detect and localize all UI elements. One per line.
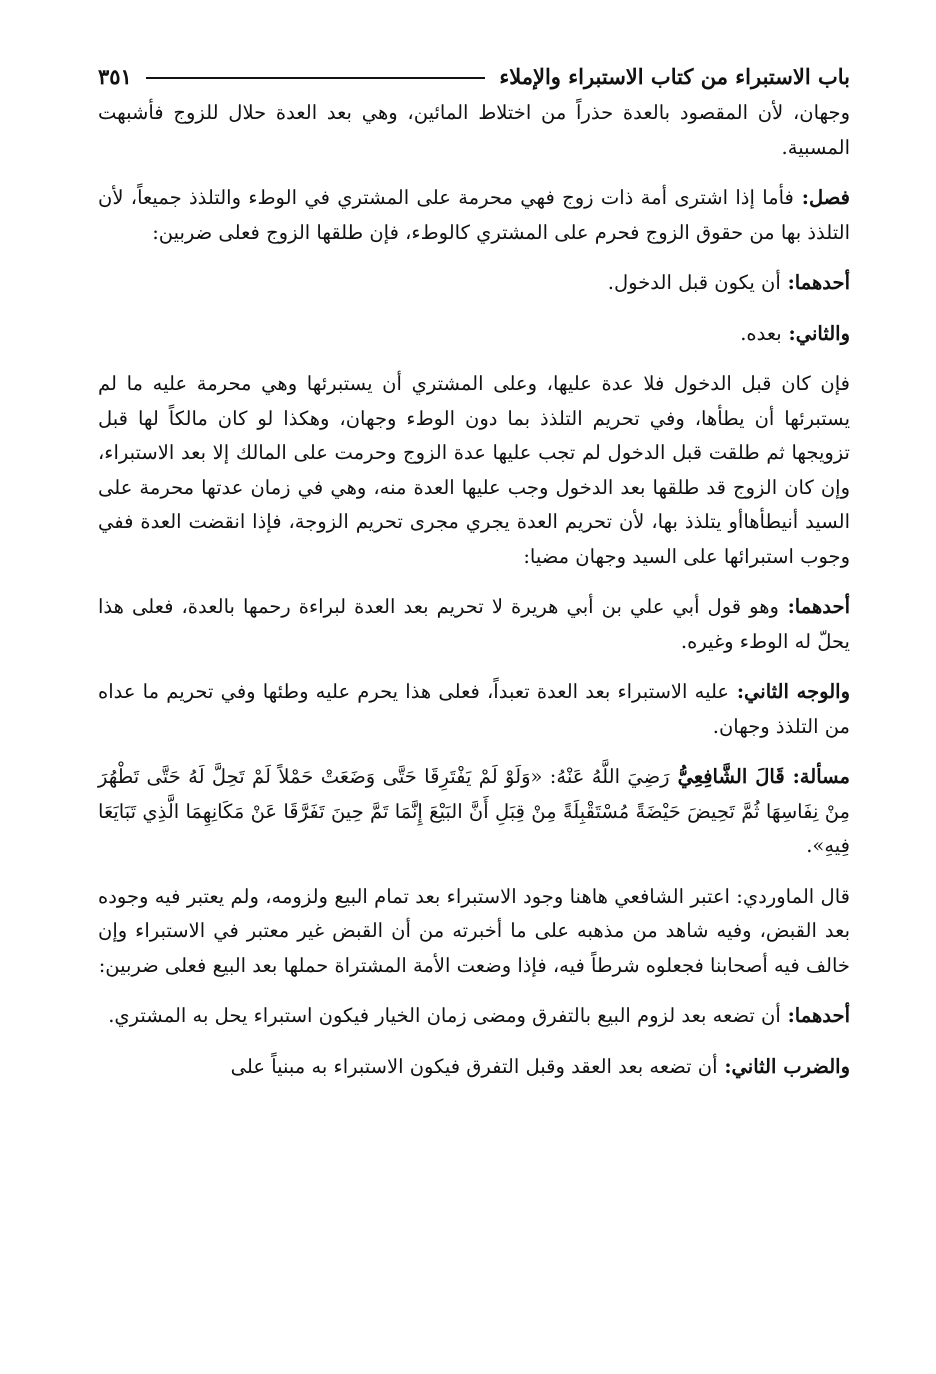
paragraph <box>98 367 850 574</box>
paragraph <box>98 880 850 984</box>
paragraph <box>98 1050 850 1085</box>
paragraph <box>98 96 850 165</box>
page-number: ٣٥١ <box>98 63 132 89</box>
paragraph <box>98 266 850 301</box>
paragraph-text: فإن كان قبل الدخول فلا عدة عليها، وعلى المشتري أن يستبرئها وهي محرمة عليه ما لم يستبرئها أن يطأها، وفي تحريم التلذذ بما دون الوطء وجهان، وهكذا لو كان مالكاً لها قبل تزويجها ثم طلقت قبل الدخول لم تجب عليها عدة الزوج وحرمت على المالك إلا بعد الاستبراء، وإن كان الزوج قد طلقها بعد الدخول وجب عليها العدة منه، وهي في زمان عدتها محرمة على السيد أنيطأهاأو يتلذذ بها، لأن تحريم العدة يجري مجرى تحريم الزوجة، فإذا انقضت العدة ففي وجوب استبرائها على السيد وجهان مضيا: <box>98 372 850 568</box>
paragraph-lead: والوجه الثاني: <box>729 680 851 703</box>
paragraph <box>98 999 850 1034</box>
paragraph-text: بعده. <box>740 321 782 345</box>
header-rule <box>146 77 485 79</box>
paragraph-text: وهو قول أبي علي بن أبي هريرة لا تحريم بعد العدة لبراءة رحمها بالعدة، فعلى هذا يحلّ له الوطء وغيره. <box>98 595 850 653</box>
running-header <box>98 56 850 96</box>
paragraph <box>98 181 850 250</box>
paragraph-text: وجهان، لأن المقصود بالعدة حذراً من اختلاط المائين، وهي بعد العدة حلال للزوج فأشبهت المسبية. <box>98 101 850 159</box>
paragraph-lead: فصل: <box>793 186 850 209</box>
chapter-title: باب الاستبراء من كتاب الاستبراء والإملاء <box>499 63 850 89</box>
paragraph-text: قال الماوردي: اعتبر الشافعي هاهنا وجود الاستبراء بعد تمام البيع ولزومه، ولم يعتبر فيه وجوده بعد القبض، وفيه شاهد من مذهبه على ما أخبرته من أن القبض غير معتبر في الاستبراء وإن خالف فيه أصحابنا فجعلوه شرطاً فيه، فإذا وضعت الأمة المشتراة حملها بعد البيع فعلى ضربين: <box>98 884 850 977</box>
paragraph <box>98 590 850 659</box>
paragraph-lead: أحدهما: <box>778 595 850 618</box>
paragraph-text: أن تضعه بعد لزوم البيع بالتفرق ومضى زمان الخيار فيكون استبراء يحل به المشتري. <box>108 1004 781 1027</box>
paragraph-lead: والضرب الثاني: <box>717 1054 850 1078</box>
quoted-text: رَضِيَ اللَّهُ عَنْهُ: «وَلَوْ لَمْ يَفْتَرِقَا حَتَّى وَضَعَتْ حَمْلاً لَمْ تَحِلَّ لَهُ حَتَّى تَطْهُرَ مِنْ نِفَاسِهَا ثُمَّ تَحِيضَ حَيْضَةً مُسْتَقْبِلَةً مِنْ قِبَلِ أَنَّ البَيْعَ إِنَّمَا تَمَّ حِينَ تَفَرَّقَا عَنْ مَكَانِهِمَا الَّذِي تَبَايَعَا فِيهِ». <box>98 765 850 857</box>
paragraph-lead: أحدهما: <box>780 1004 850 1027</box>
paragraph <box>98 760 850 864</box>
book-page <box>98 56 850 1084</box>
paragraph-lead: مسألة: قَالَ الشَّافِعِيُّ <box>669 765 850 788</box>
paragraph <box>98 675 850 744</box>
paragraph-text: عليه الاستبراء بعد العدة تعبداً، فعلى هذا يحرم عليه وطئها وفي تحريم ما عداه من التلذذ وجهان. <box>98 680 850 738</box>
paragraph-lead: والثاني: <box>781 321 850 345</box>
paragraph-text: أن يكون قبل الدخول. <box>607 271 781 294</box>
paragraph <box>98 317 850 352</box>
paragraph-text: فأما إذا اشترى أمة ذات زوج فهي محرمة على المشتري في الوطء والتلذذ جميعاً، لأن التلذذ بها من حقوق الزوج فحرم على المشتري كالوطء، فإن طلقها الزوج فعلى ضربين: <box>98 186 850 244</box>
paragraph-text: أن تضعه بعد العقد وقبل التفرق فيكون الاستبراء به مبنياً على <box>230 1054 718 1078</box>
paragraph-lead: أحدهما: <box>780 271 850 294</box>
